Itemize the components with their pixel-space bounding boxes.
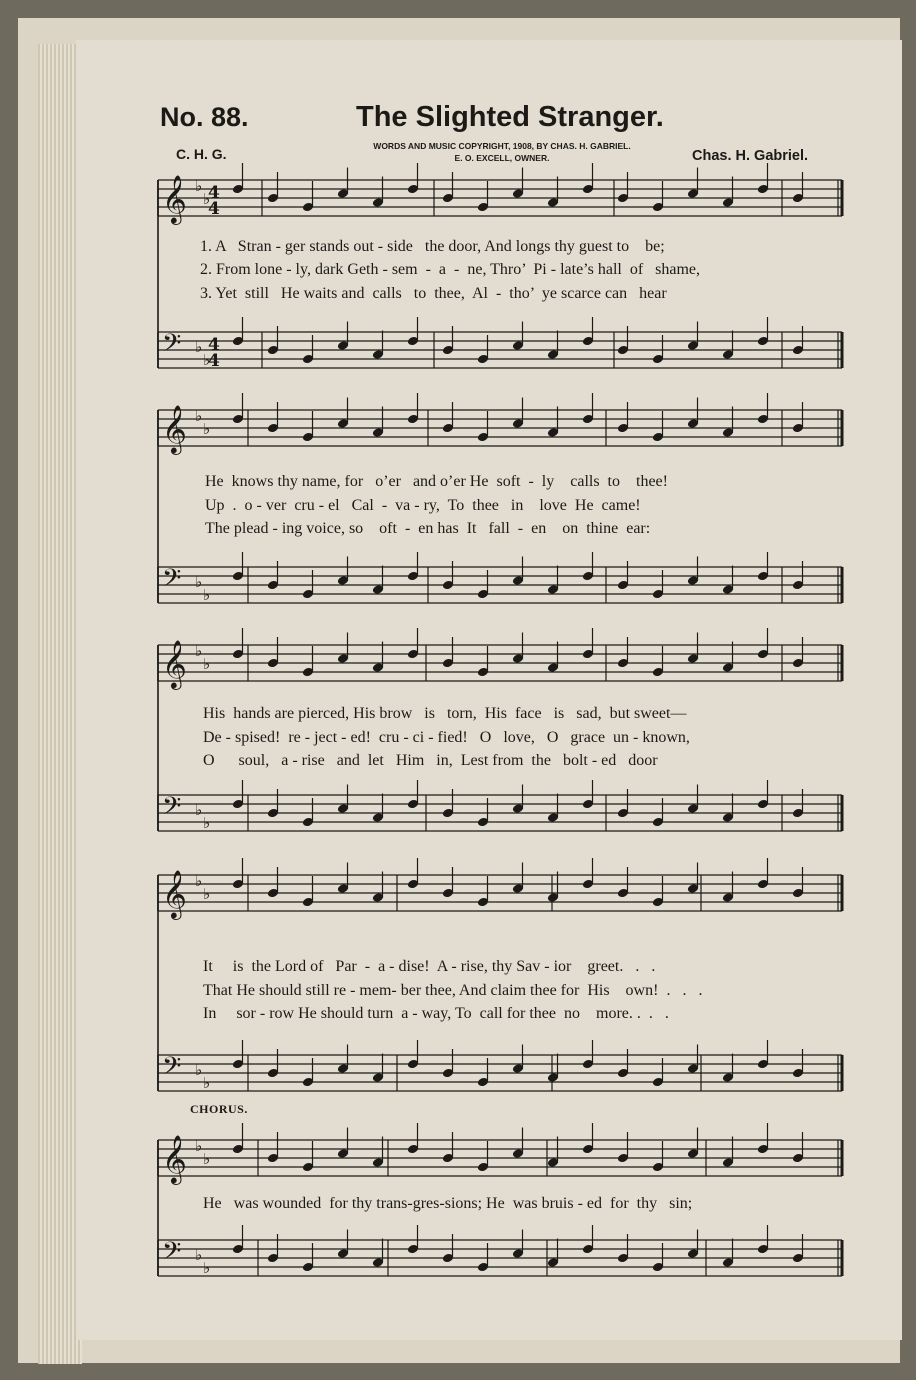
flat-sign: ♭ xyxy=(203,420,211,438)
flat-sign: ♭ xyxy=(195,642,203,660)
flat-sign: ♭ xyxy=(203,1150,211,1168)
flat-sign: ♭ xyxy=(195,177,203,195)
flat-sign: ♭ xyxy=(195,573,203,591)
flat-sign: ♭ xyxy=(195,801,203,819)
verse-line: 1. A Stran - ger stands out - side the door, And longs thy guest to be; xyxy=(200,238,665,255)
verse-line: Up . o - ver cru - el Cal - va - ry, To thee in love He came! xyxy=(205,497,641,514)
verse-line: The plead - ing voice, so oft - en has It fall - en on thine ear: xyxy=(205,520,651,537)
treble-clef: 𝄞 xyxy=(162,404,187,453)
flat-sign: ♭ xyxy=(203,190,211,208)
chorus-label: CHORUS. xyxy=(190,1102,248,1116)
composer-name: Chas. H. Gabriel. xyxy=(692,148,809,164)
chorus-line: He was wounded for thy trans-gres-sions; He was bruis - ed for thy sin; xyxy=(203,1195,693,1212)
treble-clef: 𝄞 xyxy=(162,639,187,688)
flat-sign: ♭ xyxy=(195,872,203,890)
flat-sign: ♭ xyxy=(195,1061,203,1079)
flat-sign: ♭ xyxy=(203,1259,211,1277)
treble-clef: 𝄞 xyxy=(162,1134,187,1183)
verse-line: His hands are pierced, His brow is torn, His face is sad, but sweet— xyxy=(203,705,687,722)
flat-sign: ♭ xyxy=(195,1137,203,1155)
hymn-title: The Slighted Stranger. xyxy=(356,101,664,133)
copyright-line-2: E. O. EXCELL, OWNER. xyxy=(454,153,550,163)
bass-clef: 𝄢 xyxy=(162,564,182,599)
treble-clef: 𝄞 xyxy=(162,174,187,223)
flat-sign: ♭ xyxy=(195,407,203,425)
bass-clef: 𝄢 xyxy=(162,1052,182,1087)
verse-line: He knows thy name, for o’er and o’er He soft - ly calls to thee! xyxy=(205,473,668,490)
verse-line: It is the Lord of Par - a - dise! A - rise, thy Sav - ior greet. . . xyxy=(203,958,656,975)
flat-sign: ♭ xyxy=(203,655,211,673)
verse-line: That He should still re - mem- ber thee, And claim thee for His own! . . . xyxy=(203,982,703,999)
flat-sign: ♭ xyxy=(195,1246,203,1264)
lyricist-initials: C. H. G. xyxy=(176,146,227,162)
flat-sign: ♭ xyxy=(203,1074,211,1092)
verse-line: 3. Yet still He waits and calls to thee, Al - tho’ ye scarce can hear xyxy=(200,285,667,302)
time-signature: 4 xyxy=(208,199,220,219)
flat-sign: ♭ xyxy=(203,885,211,903)
bass-clef: 𝄢 xyxy=(162,329,182,364)
flat-sign: ♭ xyxy=(195,338,203,356)
flat-sign: ♭ xyxy=(203,814,211,832)
flat-sign: ♭ xyxy=(203,586,211,604)
time-signature: 4 xyxy=(208,351,220,371)
flat-sign: ♭ xyxy=(203,351,211,369)
verse-line: De - spised! re - ject - ed! cru - ci - fied! O love, O grace un - known, xyxy=(203,729,690,746)
time-signature: 4 xyxy=(208,335,220,355)
verse-line: In sor - row He should turn a - way, To call for thee no more. . . . xyxy=(203,1005,669,1022)
verse-line: O soul, a - rise and let Him in, Lest from the bolt - ed door xyxy=(203,752,658,769)
verse-line: 2. From lone - ly, dark Geth - sem - a - ne, Thro’ Pi - late’s hall of shame, xyxy=(200,261,701,278)
bass-clef: 𝄢 xyxy=(162,792,182,827)
bass-clef: 𝄢 xyxy=(162,1237,182,1272)
treble-clef: 𝄞 xyxy=(162,869,187,918)
time-signature: 4 xyxy=(208,183,220,203)
copyright-line-1: WORDS AND MUSIC COPYRIGHT, 1908, BY CHAS. H. GABRIEL. xyxy=(373,141,631,151)
hymn-number: No. 88. xyxy=(160,102,249,132)
